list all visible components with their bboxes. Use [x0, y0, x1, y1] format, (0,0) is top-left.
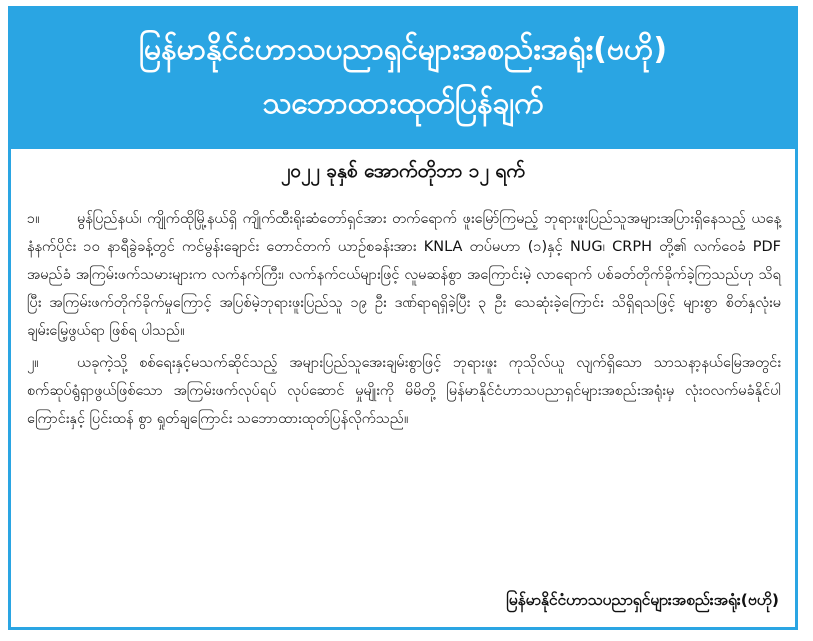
statement-body [27, 205, 781, 437]
statement-title: သဘောထားထုတ်ပြန်ချက် [262, 86, 544, 121]
organization-title: မြန်မာနိုင်ငံဟာသပညာရှင်များအစည်းအရုံး(ဗဟို) [138, 32, 668, 67]
header-banner [11, 9, 795, 149]
paragraph-2-number: ၂။ [27, 355, 39, 371]
paragraph-1-text: မွန်ပြည်နယ်၊ ကျိုက်ထိုမြို့နယ်ရှိ ကျိုက်ထီးရိုးဆံတော်ရှင်အား တက်ရောက် ဖူးမြော်ကြမည့် ဘုရားဖူးပြည်သူအများအပြားရှိနေသည့် ယနေ့နံနက်ပိုင်း ၁၀ နာရီခွဲခန့်တွင် ကင်မွန်းချောင်း တောင်တက် ယာဉ်စခန်းအား KNLA တပ်မဟာ (၁)နှင့် NUG၊ CRPH တို့၏ လက်ဝေခံ PDF အမည်ခံ အကြမ်းဖက်သမားများက လက်နက်ကြီး၊ လက်နက်ငယ်များဖြင့် လူမဆန်စွာ အကြောင်းမဲ့ လာရောက် ပစ်ခတ်တိုက်ခိုက်ခဲ့ကြသည်ဟု သိရပြီး အကြမ်းဖက်တိုက်ခိုက်မှုကြောင့် အပြစ်မဲ့ဘုရားဖူးပြည်သူ ၁၉ ဦး ဒဏ်ရာရရှိခဲ့ပြီး ၃ ဦး သေဆုံးခဲ့ကြောင်း သိရှိရသဖြင့် များစွာ စိတ်နှလုံးမချမ်းမြေ့ဖွယ်ရာ ဖြစ်ရ ပါသည်။ [27, 211, 781, 339]
statement-date: ၂၀၂၂ ခုနှစ် အောက်တိုဘာ ၁၂ ရက် [281, 160, 525, 182]
paragraph-1 [27, 205, 781, 345]
paragraph-2-text: ယခုကဲ့သို့ စစ်ရေးနှင့်မသက်ဆိုင်သည့် အများပြည်သူအေးချမ်းစွာဖြင့် ဘုရားဖူး ကုသိုလ်ယူ လျက်ရှိသော သာသနာ့နယ်မြေအတွင်း စက်ဆုပ်ရွံရှာဖွယ်ဖြစ်သော အကြမ်းဖက်လုပ်ရပ် လုပ်ဆောင် မှုမျိုးကို မိမိတို့ မြန်မာနိုင်ငံဟာသပညာရှင်များအစည်းအရုံးမှ လုံးဝလက်မခံနိုင်ပါကြောင်းနှင့် ပြင်းထန် စွာ ရှုတ်ချကြောင်း သဘောထားထုတ်ပြန်လိုက်သည်။ [27, 355, 781, 427]
paragraph-1-number: ၁။ [27, 211, 40, 227]
signature-organization: မြန်မာနိုင်ငံဟာသပညာရှင်များအစည်းအရုံး(ဗဟို) [506, 591, 779, 609]
statement-frame [8, 6, 798, 630]
paragraph-2 [27, 349, 781, 433]
